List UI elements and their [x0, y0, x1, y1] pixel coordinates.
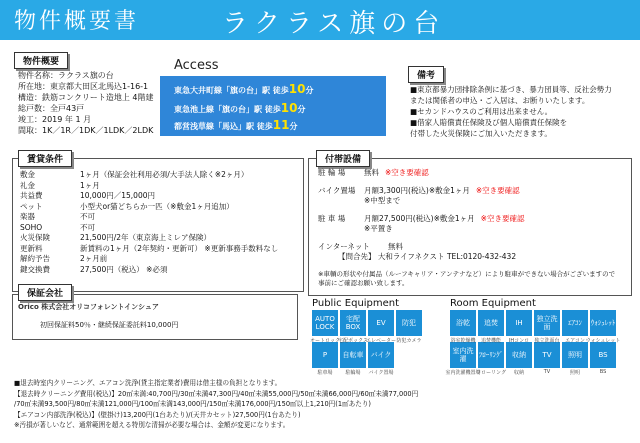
washbasin-icon: 独立洗面: [534, 310, 560, 336]
equipment-caption: 駐車場: [317, 370, 333, 376]
equipment-caption: エレベーター: [365, 338, 396, 344]
facility-car-sub: ※平置き: [364, 224, 393, 233]
equipment-caption: オートロック: [310, 338, 340, 344]
equipment-caption: 追焚機能: [480, 338, 501, 344]
terms-row: 鍵交換費 27,500円（税込） ※必須: [20, 264, 168, 274]
facility-footnote: ※車輌の形状や付属品（ルーフキャリア・アンテナなど）により駐車ができない場合がございますので 事前にご確認お願い致します。: [318, 270, 616, 287]
equipment-caption: 浴室乾燥機: [450, 338, 476, 344]
overview-label: 物件概要: [14, 52, 68, 69]
aircon-icon: ｴｱｺﾝ: [562, 310, 588, 336]
document-title: 物件概要書: [14, 9, 140, 34]
reheat-icon: 追焚: [478, 310, 504, 336]
room-equipment-title: Room Equipment: [450, 298, 536, 309]
overview-line: 構造：鉄筋コンクリート造地上 4階建: [18, 93, 154, 102]
equipment-caption: 室内洗濯機置場: [445, 370, 481, 376]
facility-bike-sub: ※中型まで: [364, 196, 401, 205]
terms-row: 更新料 新賃料の1ヶ月（2年契約・更新可） ※更新事務手数料なし: [20, 243, 279, 253]
bs-antenna-icon: BS: [590, 342, 616, 368]
terms-row: 共益費 10,000円／15,000円: [20, 191, 155, 200]
elevator-icon: EV: [368, 310, 394, 336]
terms-row: SOHO 不可: [20, 222, 95, 232]
footer-line: 【退去時クリーニング費用(税込)】20㎡未満:40,700円/30㎡未満47,300円/40㎡未満55,000円/50㎡未満66,000円/60㎡未満77,000円: [14, 389, 419, 398]
access-line: 都営浅草線「馬込」駅 徒歩11分: [174, 118, 298, 132]
equipment-caption: フローリング: [476, 370, 506, 376]
public-equipment-title: Public Equipment: [312, 298, 400, 309]
equipment-caption: 防犯カメラ: [396, 338, 422, 344]
terms-row: 礼金 1ヶ月: [20, 180, 100, 190]
storage-icon: 収納: [506, 342, 532, 368]
remark-line: ■セカンドハウスのご利用は出来ません。: [410, 107, 553, 116]
facility-row-net: インターネット 無料: [318, 242, 403, 251]
lighting-icon: 照明: [562, 342, 588, 368]
terms-row: 敷金 1ヶ月（保証会社利用必須/大手法人除く※2ヶ月）: [20, 170, 249, 179]
laundry-icon: 室内洗濯: [450, 342, 476, 368]
facility-contact: 【問合先】 大和ライフネクスト TEL:0120-432-432: [338, 252, 517, 261]
overview-line: 物件名称：ラクラス旗の台: [18, 71, 114, 80]
terms-label: 賃貸条件: [18, 150, 72, 167]
autolock-icon: AUTO LOCK: [312, 310, 338, 336]
equipment-caption: 照明: [569, 370, 580, 376]
equipment-caption: BS: [599, 369, 607, 375]
remarks-list: [410, 84, 636, 139]
equipment-caption: 独立洗面台: [534, 338, 560, 344]
equipment-caption: 宅配ボックス: [338, 338, 368, 344]
parking-icon: P: [312, 342, 338, 368]
ih-stove-icon: IH: [506, 310, 532, 336]
tv-icon: TV: [534, 342, 560, 368]
equipment-caption: 収納: [513, 370, 524, 376]
overview-line: 竣工：2019 年 1 月: [18, 115, 92, 124]
overview-line: 間取：1K／1R／1DK／1LDK／2LDK: [18, 126, 154, 135]
access-box: [160, 76, 386, 136]
overview-line: 所在地：東京都大田区北馬込1-16-1: [18, 82, 149, 91]
access-line: 東急池上線「旗の台」駅 徒歩10分: [174, 101, 306, 115]
guarantor-text: 初回保証料50％・継続保証委託料10,000円: [40, 321, 179, 329]
equipment-caption: TV: [543, 369, 551, 375]
terms-row: 楽器 不可: [20, 212, 95, 221]
footer-line: 【エアコン内部洗浄(税込)】(壁掛け)13,200円(1台あたり)/(天井カセット)27,500円(1台あたり): [14, 410, 301, 419]
equipment-caption: エアコン: [565, 338, 585, 344]
flooring-icon: ﾌﾛｰﾘﾝｸﾞ: [478, 342, 504, 368]
access-title: Access: [174, 58, 219, 73]
bath-dryer-icon: 浴乾: [450, 310, 476, 336]
footer-line: ■退去時室内クリーニング、エアコン洗浄(貸主指定業者)費用は借主様の負担となります。: [14, 379, 282, 387]
footer-notes: [14, 378, 634, 431]
delivery-box-icon: 宅配BOX: [340, 310, 366, 336]
terms-row: 火災保険 21,500円/2年（東京海上ミレア保険）: [20, 233, 212, 242]
property-name: ラクラス旗の台: [222, 9, 446, 39]
facilities-label: 付帯設備: [316, 150, 370, 167]
equipment-caption: 駐輪場: [345, 370, 361, 376]
equipment-caption: バイク置場: [368, 370, 394, 376]
footer-line: /70㎡未満93,500円/80㎡未満121,000円/100㎡未満143,000円/150㎡未満176,000円/150㎡以上1,210円(1㎡あたり): [14, 400, 371, 408]
guarantor-label: 保証会社: [18, 284, 72, 301]
remarks-label: 備考: [408, 66, 444, 83]
washlet-icon: ｳｫｼｭﾚｯﾄ: [590, 310, 616, 336]
facility-row-parking: 駐 輪 場 無料 ※空き要確認: [318, 168, 429, 177]
remark-line: ■借家人賠償責任保険及び個人賠償責任保険を: [410, 118, 568, 127]
remark-line: ■東京都暴力団排除条例に基づき、暴力団員等、反社会勢力: [410, 85, 612, 94]
motorbike-icon: バイク: [368, 342, 394, 368]
terms-row: 解約予告 2ヶ月前: [20, 254, 108, 263]
facility-row-bike: バイク置場 月額3,300円(税込)※敷金1ヶ月 ※空き要確認: [318, 186, 520, 195]
bicycle-icon: 自転車: [340, 342, 366, 368]
equipment-caption: ウォシュレット: [585, 338, 621, 344]
access-line: 東急大井町線「旗の台」駅 徒歩10分: [174, 82, 314, 96]
security-camera-icon: 防犯: [396, 310, 422, 336]
footer-line: ※汚損が著しいなど、通常範囲を超える特別な清掃が必要な場合は、金額が変更になります。: [14, 421, 290, 429]
remark-line: 付帯した火災保険にご加入いただきます。: [410, 129, 552, 138]
facility-row-car: 駐 車 場 月額27,500円(税込)※敷金1ヶ月 ※空き要確認: [318, 214, 525, 223]
terms-list: [20, 170, 300, 275]
overview-line: 総戸数：全戸43戸: [18, 104, 85, 113]
equipment-caption: IHコンロ: [508, 338, 530, 344]
guarantor-logo: Orico 株式会社オリコフォレントインシュア: [18, 303, 159, 311]
remark-line: または関係者の申込・ご入居は、お断りいたします。: [410, 96, 590, 105]
terms-row: ペット 小型犬or猫どちらか一匹（※敷金1ヶ月追加）: [20, 201, 234, 211]
facilities-list: [318, 168, 624, 287]
